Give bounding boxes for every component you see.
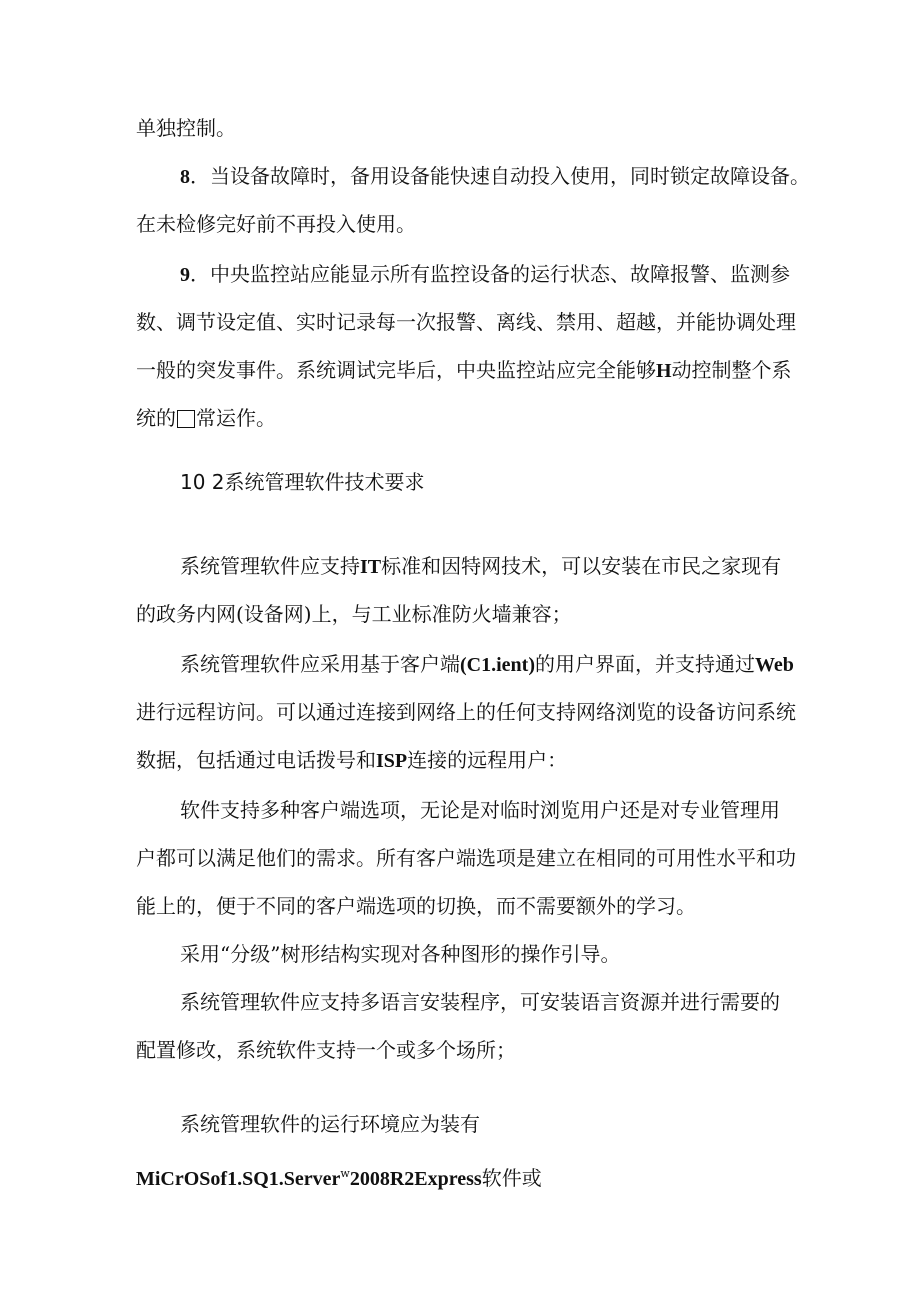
text: 系统管理软件应采用基于客户端 [180,652,460,676]
item-number: 9 [180,264,190,286]
list-item-9 [180,260,790,289]
paragraph-line [136,892,696,920]
missing-glyph-box [177,410,195,428]
paragraph-line [136,1160,542,1193]
text: ．中央监控站应能显示所有监控设备的运行状态、故障报警、监测参 [190,262,790,286]
text: 能上的，便于不同的客户端选项的切换，而不需要额外的学习。 [136,894,696,918]
text: 采用“分级”树形结构实现对各种图形的操作引导。 [180,942,621,966]
paragraph-line [136,114,236,142]
text: 一般的突发事件。系统调试完毕后，中央监控站应完全能够 [136,358,656,382]
text: 配置修改，系统软件支持一个或多个场所； [136,1038,516,1062]
text: 数据，包括通过电话拨号和 [136,748,376,772]
paragraph-line [136,600,572,628]
paragraph-line [136,698,796,726]
text: 标准和因特网技术，可以安装在市民之家现有 [381,554,782,578]
text: 系统管理软件的运行环境应为装有 [180,1112,480,1136]
paragraph-line [180,988,780,1016]
paragraph-line [136,1036,516,1064]
text: w [340,1167,350,1180]
paragraph-line [136,356,792,385]
text: ISP [376,750,408,772]
text: 数、调节设定值、实时记录每一次报警、离线、禁用、超越，并能协调处理 [136,310,796,334]
paragraph-line [180,552,781,581]
paragraph-line [180,940,620,968]
paragraph-line [136,844,796,872]
paragraph-line [180,650,794,679]
text: 户都可以满足他们的需求。所有客户端选项是建立在相同的可用性水平和功 [136,846,796,870]
text: MiCrOSof1.SQ1.Server [136,1168,341,1190]
text: 单独控制。 [136,116,236,140]
text: 软件支持多种客户端选项，无论是对临时浏览用户还是对专业管理用 [180,798,780,822]
text: Web [754,654,794,676]
list-item-8 [180,162,810,191]
text: 统的 [136,406,176,430]
text: 的政务内网(设备网)上，与工业标准防火墙兼容； [136,602,572,626]
paragraph-line [136,404,276,432]
text: 进行远程访问。可以通过连接到网络上的任何支持网络浏览的设备访问系统 [136,700,796,724]
item-number: 8 [180,166,190,188]
paragraph-line [180,796,780,824]
text: 在未检修完好前不再投入使用。 [136,212,416,236]
text: IT [360,556,382,578]
text: 动控制整个系 [671,358,792,382]
text: 软件或 [481,1166,542,1190]
section-heading: 10 2系统管理软件技术要求 [180,470,425,494]
text: 系统管理软件应支持多语言安装程序，可安装语言资源并进行需要的 [180,990,780,1014]
text: 的用户界面，并支持通过 [534,652,755,676]
text: H [656,360,672,382]
paragraph-line [136,308,796,336]
paragraph-line [136,746,567,775]
paragraph-line [180,1110,480,1138]
paragraph-line [136,210,416,238]
text: (C1.ient) [460,654,535,676]
text: 2008R2Express [349,1168,482,1190]
text: 常运作。 [196,406,276,430]
text: 系统管理软件应支持 [180,554,360,578]
text: ．当设备故障时，备用设备能快速自动投入使用，同时锁定故障设备。 [190,164,810,188]
text: 连接的远程用户： [407,748,568,772]
